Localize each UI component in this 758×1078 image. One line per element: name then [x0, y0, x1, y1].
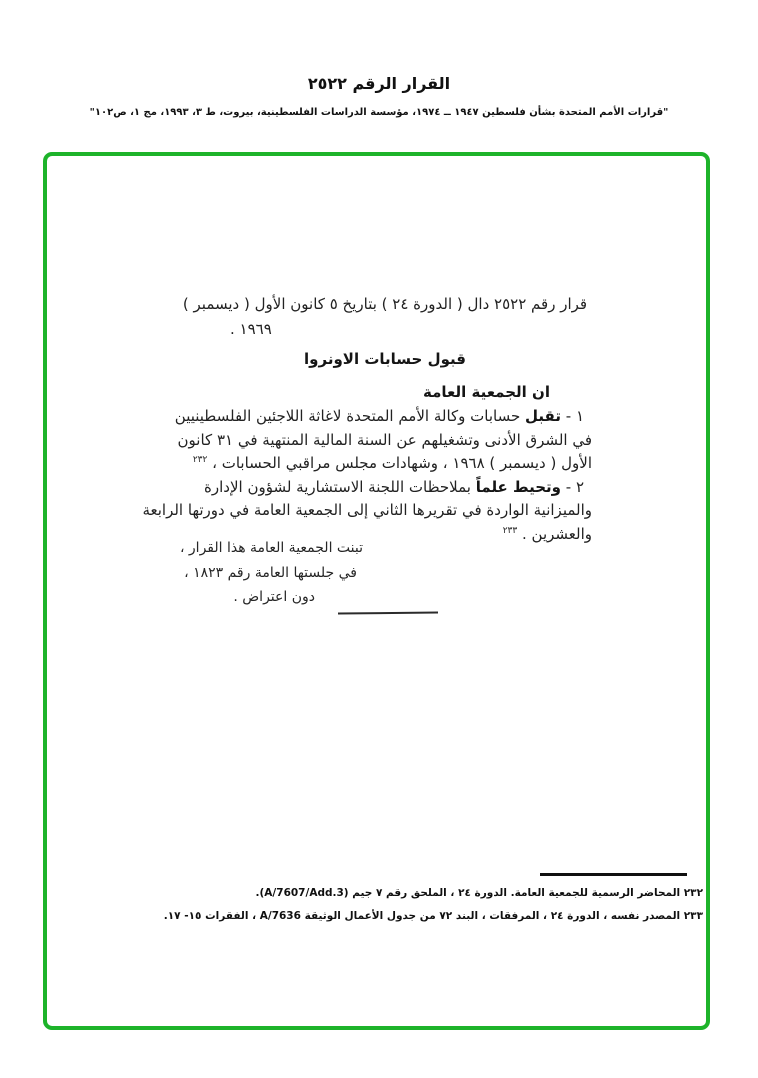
para2-line3-text: والعشرين . — [517, 524, 592, 543]
footnote-rule — [540, 873, 687, 876]
para2-line1 — [178, 476, 592, 500]
adoption-block — [179, 536, 363, 610]
para2-lead-words: وتحيط علماً — [475, 477, 561, 496]
adoption-line2: في جلستها العامة رقم ١٨٢٣ ، — [184, 564, 357, 581]
footnotes-block — [163, 882, 703, 927]
para1-line2: في الشرق الأدنى وتشغيلهم عن السنة المالية المنتهية في ٣١ كانون — [177, 430, 592, 449]
adoption-line1: تبنت الجمعية العامة هذا القرار ، — [179, 540, 363, 556]
para1-line1 — [174, 405, 592, 429]
para2-number: ٢ - — [560, 477, 584, 496]
preamble-line: ان الجمعية العامة — [423, 383, 550, 401]
footnote-232: ٢٣٢ المحاضر الرسمية للجمعية العامة. الدورة ٢٤ ، الملحق رقم ٧ جيم (A/7607/Add.3). — [255, 887, 703, 899]
resolution-heading-line1: قرار رقم ٢٥٢٢ دال ( الدورة ٢٤ ) بتاريخ ٥ كانون الأول ( ديسمبر ) — [182, 295, 588, 313]
resolution-body — [142, 292, 592, 546]
footnote-233: ٢٣٣ المصدر نفسه ، الدورة ٢٤ ، المرفقات ، البند ٧٢ من جدول الأعمال الوثيقة A/7636 ، الفقرات ١٥- ١٧. — [163, 909, 703, 922]
footnote-ref-232: ٢٣٢ — [192, 455, 208, 465]
adoption-divider — [338, 611, 438, 614]
citation-line: "قرارات الأمم المتحدة بشأن فلسطين ١٩٤٧ ــ ١٩٧٤، مؤسسة الدراسات الفلسطينية، بيروت، ط ٣، ١٩٩٣، مج ١، ص١٠٢" — [89, 107, 669, 118]
page-title: القرار الرقم ٢٥٢٢ — [307, 74, 451, 93]
resolution-heading-year: ١٩٦٩ . — [230, 320, 272, 338]
para2-line1-rest: بملاحظات اللجنة الاستشارية لشؤون الإدارة — [204, 477, 476, 496]
footnote-ref-233: ٢٣٣ — [502, 525, 518, 536]
highlight-border-box — [43, 152, 710, 1030]
para1-line1-rest: حسابات وكالة الأمم المتحدة لاغاثة اللاجئين الفلسطينيين — [174, 407, 526, 425]
para1-lead-word: تقبل — [525, 407, 561, 425]
para1-number: ١ - — [560, 407, 584, 425]
resolution-subject: قبول حسابات الاونروا — [304, 350, 466, 368]
para2-line2: والميزانية الواردة في تقريرها الثاني إلى الجمعية العامة في دورتها الرابعة — [142, 501, 592, 519]
para1-line3-text: الأول ( ديسمبر ) ١٩٦٨ ، وشهادات مجلس مراقبي الحسابات ، — [207, 454, 592, 472]
adoption-line3: دون اعتراض . — [233, 589, 315, 605]
para1-line3 — [178, 452, 592, 476]
